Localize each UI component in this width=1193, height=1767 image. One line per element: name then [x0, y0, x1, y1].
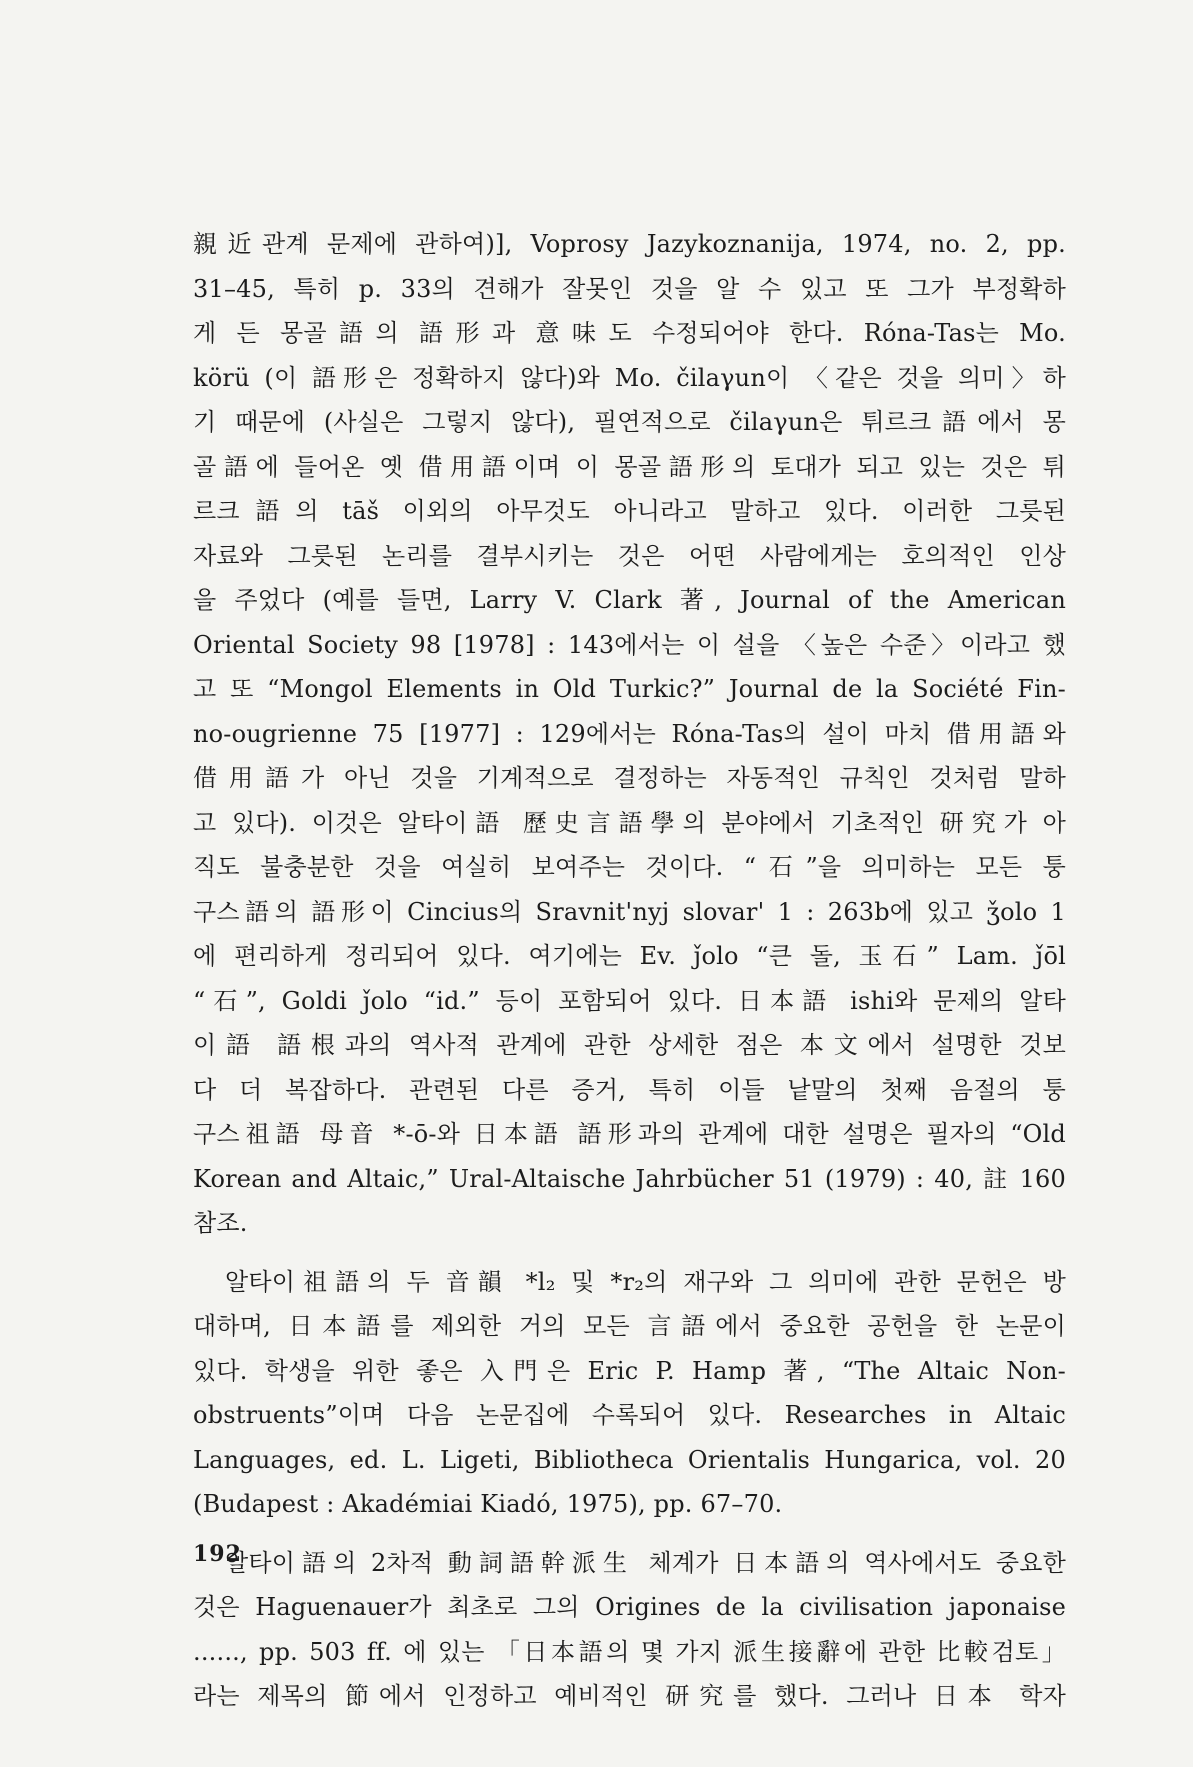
text-line: 르크語의 tāš 이외의 아무것도 아니라고 말하고 있다. 이러한 그릇된 [193, 497, 1066, 525]
text-line: 골語에 들어온 옛 借用語이며 이 몽골語形의 토대가 되고 있는 것은 튀 [193, 452, 1066, 481]
text-line: ......, pp. 503 ff. 에 있는 「日本語의 몇 가지 派生接辭에 관한 比較검토」 [193, 1637, 1066, 1666]
text-line: 구스祖語 母音 *-ō-와 日本語 語形과의 관계에 대한 설명은 필자의 “Old [193, 1120, 1066, 1148]
text-line: 구스語의 語形이 Cincius의 Sravnit'nyj slovar' 1 : 263b에 있고 ǯolo 1 [193, 897, 1066, 926]
text-line: 다 더 복잡하다. 관련된 다른 증거, 특히 이들 낱말의 첫째 음절의 퉁 [193, 1075, 1066, 1104]
text-line: 親近관계 문제에 관하여)], Voprosy Jazykoznanija, 1974, no. 2, pp. [193, 230, 1066, 258]
text-line: (Budapest : Akadémiai Kiadó, 1975), pp. 67–70. [193, 1490, 783, 1518]
text-line: 라는 제목의 節에서 인정하고 예비적인 研究를 했다. 그러나 日本 학자 [193, 1682, 1066, 1710]
text-line: 借用語가 아닌 것을 기계적으로 결정하는 자동적인 규칙인 것처럼 말하 [193, 764, 1066, 792]
text-line: Oriental Society 98 [1978] : 143에서는 이 설을 〈높은 수준〉이라고 했 [193, 630, 1066, 659]
text-line: 을 주었다 (예를 들면, Larry V. Clark 著, Journal of the American [193, 586, 1066, 614]
text-line: 직도 불충분한 것을 여실히 보여주는 것이다. “石”을 의미하는 모든 퉁 [193, 853, 1066, 881]
text-line: 게 든 몽골語의 語形과 意味도 수정되어야 한다. Róna-Tas는 Mo. [193, 319, 1066, 347]
text-line: 에 편리하게 정리되어 있다. 여기에는 Ev. ǰolo “큰 돌, 玉石” Lam. ǰōl [193, 942, 1066, 970]
text-line: 참조. [193, 1209, 248, 1237]
text-line: 고 또 “Mongol Elements in Old Turkic?” Journal de la Société Fin- [193, 675, 1066, 703]
text-line: körü (이 語形은 정확하지 않다)와 Mo. čilaγun이 〈같은 것을 의미〉하 [193, 363, 1066, 392]
text-line: 것은 Haguenauer가 최초로 그의 Origines de la civilisation japonaise [193, 1593, 1066, 1621]
page-number: 192 [193, 1541, 242, 1567]
text-line: 이語 語根과의 역사적 관계에 관한 상세한 점은 本文에서 설명한 것보 [193, 1031, 1066, 1059]
text-line: 대하며, 日本語를 제외한 거의 모든 言語에서 중요한 공헌을 한 논문이 [193, 1312, 1066, 1340]
text-line: 자료와 그릇된 논리를 결부시키는 것은 어떤 사람에게는 호의적인 인상 [193, 541, 1066, 570]
text-line: 있다. 학생을 위한 좋은 入門은 Eric P. Hamp 著, “The Altaic Non- [193, 1356, 1066, 1385]
text-line: 31–45, 특히 p. 33의 견해가 잘못인 것을 알 수 있고 또 그가 부정확하 [193, 274, 1066, 303]
paragraph-3 [193, 1541, 1066, 1719]
text-line: “石”, Goldi ǰolo “id.” 등이 포함되어 있다. 日本語 ishi와 문제의 알타 [193, 986, 1066, 1015]
text-line: 기 때문에 (사실은 그렇지 않다), 필연적으로 čilaγun은 튀르크語에서 몽 [193, 408, 1066, 436]
text-line: 고 있다). 이것은 알타이語 歷史言語學의 분야에서 기초적인 研究가 아 [193, 808, 1066, 837]
text-line: obstruents”이며 다음 논문집에 수록되어 있다. Researches in Altaic [193, 1401, 1066, 1429]
text-line: 알타이祖語의 두 音韻 *l₂ 및 *r₂의 재구와 그 의미에 관한 문헌은 방 [225, 1267, 1066, 1296]
paragraph-1 [193, 222, 1066, 1246]
text-line: Languages, ed. L. Ligeti, Bibliotheca Orientalis Hungarica, vol. 20 [193, 1445, 1066, 1474]
text-line: 알타이語의 2차적 動詞語幹派生 체계가 日本語의 역사에서도 중요한 [225, 1548, 1066, 1577]
body-text [193, 222, 1066, 1733]
text-line: Korean and Altaic,” Ural-Altaische Jahrbücher 51 (1979) : 40, 註 160 [193, 1164, 1066, 1193]
paragraph-2 [193, 1260, 1066, 1527]
text-line: no-ougrienne 75 [1977] : 129에서는 Róna-Tas의 설이 마치 借用語와 [193, 719, 1066, 748]
